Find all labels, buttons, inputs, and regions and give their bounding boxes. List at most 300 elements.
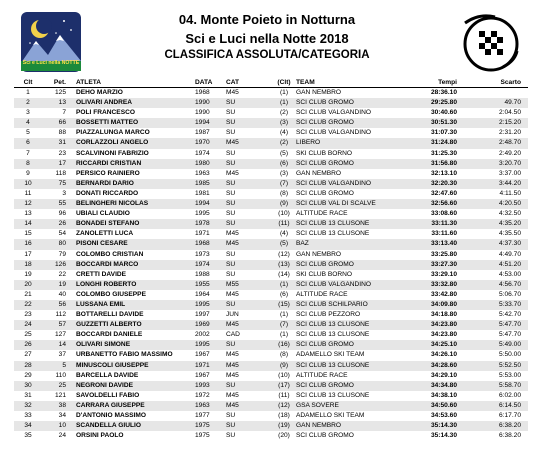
col-clt-cat: (Clt) <box>277 79 291 86</box>
cell-pet: 57 <box>58 321 66 329</box>
cell-team: SCI CLUB GROMO <box>296 432 354 440</box>
cell-clt-cat: (9) <box>279 361 289 369</box>
cell-scarto: 4:49.70 <box>499 250 521 258</box>
table-row <box>14 350 528 360</box>
cell-data: 1981 <box>195 189 210 197</box>
page-title: 04. Monte Poieto in Notturna <box>178 12 356 27</box>
cell-tempi: 31:07.30 <box>430 129 457 137</box>
col-tempi: Tempi <box>438 79 457 86</box>
cell-tempi: 33:08.60 <box>430 210 457 218</box>
cell-cat: M45 <box>226 401 239 409</box>
cell-data: 1975 <box>195 432 210 440</box>
cell-clt-cat: (8) <box>279 189 289 197</box>
cell-data: 1963 <box>195 401 210 409</box>
table-row <box>14 401 528 411</box>
cell-scarto: 3:44.20 <box>499 179 521 187</box>
cell-clt: 20 <box>24 280 32 288</box>
cell-data: 1964 <box>195 290 210 298</box>
cell-team: GAN NEMBRO <box>296 250 342 258</box>
cell-pet: 118 <box>55 169 66 177</box>
table-row <box>14 138 528 148</box>
cell-team: LIBERO <box>296 139 321 147</box>
cell-atleta: PERSICO RAINIERO <box>76 169 140 177</box>
cell-team: SCI CLUB SCHILPARIO <box>296 300 368 308</box>
cell-data: 1974 <box>195 149 210 157</box>
cell-team: SCI CLUB GROMO <box>296 341 354 349</box>
cell-clt: 10 <box>24 179 32 187</box>
cell-team: ALTITUDE RACE <box>296 371 348 379</box>
cell-data: 1995 <box>195 341 210 349</box>
cell-clt-cat: (19) <box>278 422 290 430</box>
cell-atleta: SCANDELLA GIULIO <box>76 422 141 430</box>
cell-atleta: NEGRONI DAVIDE <box>76 381 134 389</box>
cell-data: 1971 <box>195 230 210 238</box>
cell-clt-cat: (7) <box>279 179 289 187</box>
cell-clt: 29 <box>24 371 32 379</box>
cell-pet: 5 <box>62 361 66 369</box>
table-row <box>14 280 528 290</box>
cell-data: 1997 <box>195 311 210 319</box>
cell-atleta: ZANOLETTI LUCA <box>76 230 134 238</box>
cell-clt: 7 <box>26 149 30 157</box>
table-row <box>14 290 528 300</box>
table-row <box>14 88 528 98</box>
cell-atleta: BOSSETTI MATTEO <box>76 119 139 127</box>
table-row <box>14 260 528 270</box>
cell-scarto: 5:42.70 <box>499 311 521 319</box>
cell-cat: SU <box>226 119 236 127</box>
cell-cat: SU <box>226 179 236 187</box>
cell-clt: 17 <box>24 250 32 258</box>
cell-team: ADAMELLO SKI TEAM <box>296 351 365 359</box>
cell-tempi: 29:25.80 <box>430 99 457 107</box>
table-row <box>14 108 528 118</box>
cell-clt: 22 <box>24 300 32 308</box>
cell-clt-cat: (6) <box>279 290 289 298</box>
cell-clt: 25 <box>24 331 32 339</box>
cell-atleta: SCALVINONI FABRIZIO <box>76 149 149 157</box>
cell-atleta: UBIALI CLAUDIO <box>76 210 130 218</box>
cell-atleta: LONGHI ROBERTO <box>76 280 137 288</box>
cell-data: 1967 <box>195 371 210 379</box>
cell-clt-cat: (12) <box>278 401 290 409</box>
cell-data: 1987 <box>195 129 210 137</box>
cell-atleta: COLOMBO CRISTIAN <box>76 250 144 258</box>
cell-data: 1963 <box>195 169 210 177</box>
cell-atleta: MINUSCOLI GIUSEPPE <box>76 361 149 369</box>
cell-cat: SU <box>226 129 236 137</box>
cell-data: 1970 <box>195 139 210 147</box>
cell-pet: 13 <box>58 99 66 107</box>
table-row <box>14 209 528 219</box>
cell-cat: SU <box>226 210 236 218</box>
cell-data: 1990 <box>195 99 210 107</box>
cell-team: SCI CLUB 13 CLUSONE <box>296 331 370 339</box>
cell-atleta: ORSINI PAOLO <box>76 432 124 440</box>
cell-tempi: 30:51.30 <box>430 119 457 127</box>
cell-cat: JUN <box>226 311 239 319</box>
cell-pet: 88 <box>58 129 66 137</box>
cell-data: 1972 <box>195 391 210 399</box>
cell-clt-cat: (2) <box>279 109 289 117</box>
cell-cat: SU <box>226 109 236 117</box>
cell-atleta: BONADEI STEFANO <box>76 220 140 228</box>
cell-clt-cat: (3) <box>279 119 289 127</box>
cell-pet: 23 <box>58 149 66 157</box>
cell-clt: 18 <box>24 260 32 268</box>
event-logo-text: Sci e Luci nella NOTTE <box>22 60 80 66</box>
cell-tempi: 34:34.80 <box>430 381 457 389</box>
cell-clt-cat: (3) <box>279 169 289 177</box>
cell-cat: SU <box>226 149 236 157</box>
cell-clt-cat: (9) <box>279 200 289 208</box>
cell-pet: 25 <box>58 381 66 389</box>
cell-scarto: 5:33.70 <box>499 300 521 308</box>
table-row <box>14 300 528 310</box>
cell-data: 1988 <box>195 270 210 278</box>
cell-cat: SU <box>226 220 236 228</box>
cell-cat: SU <box>226 381 236 389</box>
cell-clt-cat: (1) <box>279 331 289 339</box>
cell-scarto: 5:50.00 <box>499 351 521 359</box>
cell-tempi: 34:50.60 <box>430 401 457 409</box>
cell-data: 1967 <box>195 351 210 359</box>
cell-team: SCI CLUB VALGANDINO <box>296 129 371 137</box>
cell-tempi: 33:11.30 <box>431 220 457 228</box>
cell-scarto: 5:47.70 <box>499 321 521 329</box>
results-header-row <box>14 77 528 88</box>
cell-clt: 5 <box>26 129 30 137</box>
table-row <box>14 310 528 320</box>
cell-clt-cat: (15) <box>278 300 290 308</box>
cell-atleta: BERNARDI DARIO <box>76 179 134 187</box>
table-row <box>14 421 528 431</box>
cell-tempi: 33:25.80 <box>430 250 457 258</box>
cell-scarto: 2:04.50 <box>499 109 521 117</box>
cell-atleta: D'ANTONIO MASSIMO <box>76 412 146 419</box>
cell-scarto: 2:31.20 <box>499 129 521 137</box>
table-row <box>14 179 528 189</box>
cell-data: 1994 <box>195 119 210 127</box>
cell-clt-cat: (17) <box>278 381 290 389</box>
cell-clt: 21 <box>24 290 32 298</box>
cell-atleta: BELINGHERI NICOLAS <box>76 200 149 208</box>
cell-clt-cat: (7) <box>279 321 289 329</box>
cell-pet: 127 <box>54 331 66 339</box>
cell-data: 1995 <box>195 210 210 218</box>
cell-clt-cat: (11) <box>278 391 290 399</box>
cell-clt: 26 <box>24 341 32 349</box>
cell-clt-cat: (12) <box>278 250 290 258</box>
cell-scarto: 3:20.70 <box>499 159 521 167</box>
cell-tempi: 30:40.60 <box>430 109 457 117</box>
table-row <box>14 239 528 249</box>
cell-pet: 54 <box>58 230 66 238</box>
table-row <box>14 199 528 209</box>
cell-clt-cat: (14) <box>278 270 290 278</box>
cell-scarto: 4:37.30 <box>499 240 521 248</box>
cell-scarto: 5:52.50 <box>499 361 521 369</box>
cell-scarto: 5:06.70 <box>499 290 521 298</box>
cell-clt-cat: (5) <box>279 240 289 248</box>
cell-pet: 110 <box>55 371 66 379</box>
cell-clt: 11 <box>24 189 32 197</box>
cell-team: SCI CLUB PEZZORO <box>296 311 361 319</box>
cell-cat: M45 <box>226 240 239 248</box>
table-row <box>14 159 528 169</box>
results-body <box>14 88 528 441</box>
cell-atleta: RICCARDI CRISTIAN <box>76 159 142 167</box>
cell-cat: SU <box>226 159 236 167</box>
table-row <box>14 250 528 260</box>
cell-tempi: 34:38.10 <box>430 391 457 399</box>
cell-clt-cat: (11) <box>278 220 290 228</box>
cell-tempi: 32:56.60 <box>430 200 457 208</box>
cell-pet: 96 <box>58 210 66 218</box>
cell-atleta: CORLAZZOLI ANGELO <box>76 139 149 147</box>
table-row <box>14 431 528 441</box>
cell-scarto: 5:53.00 <box>499 371 521 379</box>
cell-clt: 6 <box>26 139 30 147</box>
cell-tempi: 33:13.40 <box>430 240 457 248</box>
cell-clt: 1 <box>26 89 30 96</box>
cell-pet: 80 <box>58 240 66 248</box>
cell-team: GSA SOVERE <box>296 401 339 409</box>
cell-team: GAN NEMBRO <box>296 89 342 96</box>
cell-team: SCI CLUB GROMO <box>296 99 354 107</box>
cell-data: 1990 <box>195 109 210 117</box>
cell-scarto: 5:49.00 <box>499 341 521 349</box>
cell-scarto: 4:51.20 <box>499 260 521 268</box>
cell-data: 1995 <box>195 300 210 308</box>
cell-scarto: 4:35.50 <box>499 230 521 238</box>
cell-clt: 35 <box>24 432 32 440</box>
cell-atleta: CARRARA GIUSEPPE <box>76 401 145 409</box>
table-row <box>14 219 528 229</box>
cell-clt: 33 <box>24 412 32 419</box>
cell-clt-cat: (1) <box>279 311 289 319</box>
cell-pet: 56 <box>58 300 66 308</box>
col-cat: CAT <box>226 79 240 86</box>
cell-cat: M45 <box>226 351 239 359</box>
cell-scarto: 6:38.20 <box>499 432 521 440</box>
cell-data: 1994 <box>195 200 210 208</box>
cell-scarto: 2:49.20 <box>499 149 521 157</box>
cell-team: SCI CLUB GROMO <box>296 260 354 268</box>
table-row <box>14 381 528 391</box>
cell-atleta: COLOMBO GIUSEPPE <box>76 290 146 298</box>
cell-tempi: 32:13.10 <box>430 169 457 177</box>
cell-cat: SU <box>226 99 236 107</box>
cell-cat: SU <box>226 341 236 349</box>
cell-data: 1971 <box>195 361 210 369</box>
cell-tempi: 31:25.30 <box>430 149 457 157</box>
table-row <box>14 189 528 199</box>
cell-tempi: 33:29.10 <box>430 270 457 278</box>
cell-atleta: OLIVARI SIMONE <box>76 341 131 349</box>
table-row <box>14 371 528 381</box>
cell-cat: M45 <box>226 89 239 96</box>
cell-cat: M45 <box>226 290 239 298</box>
cell-pet: 55 <box>58 200 66 208</box>
cell-atleta: PIAZZALUNGA MARCO <box>76 129 150 137</box>
cell-team: SCI CLUB 13 CLUSONE <box>296 321 370 329</box>
cell-clt: 34 <box>24 422 32 430</box>
cell-pet: 40 <box>58 290 66 298</box>
cell-pet: 37 <box>58 351 66 359</box>
cell-cat: M45 <box>226 361 239 369</box>
cell-scarto: 6:14.50 <box>499 401 521 409</box>
cell-clt-cat: (13) <box>278 260 290 268</box>
cell-tempi: 33:32.80 <box>430 280 457 288</box>
cell-data: 1974 <box>195 260 210 268</box>
cell-tempi: 34:23.80 <box>430 331 457 339</box>
cell-pet: 22 <box>58 270 66 278</box>
cell-clt: 4 <box>26 119 30 127</box>
cell-clt-cat: (2) <box>279 139 289 147</box>
cell-tempi: 34:09.80 <box>430 300 457 308</box>
cell-scarto: 6:38.20 <box>499 422 521 430</box>
cell-pet: 66 <box>58 119 66 127</box>
cell-pet: 79 <box>58 250 66 258</box>
cell-atleta: BARCELLA DAVIDE <box>76 371 139 379</box>
cell-cat: SU <box>226 422 236 430</box>
cell-team: SCI CLUB VALGANDINO <box>296 179 371 187</box>
cell-pet: 31 <box>58 139 66 147</box>
cell-scarto: 6:17.70 <box>499 412 521 419</box>
cell-cat: SU <box>226 412 236 419</box>
cell-clt-cat: (10) <box>278 210 290 218</box>
cell-team: BAZ <box>296 240 309 248</box>
cell-tempi: 34:18.80 <box>430 311 457 319</box>
cell-clt: 15 <box>24 230 32 238</box>
cell-clt: 23 <box>24 311 32 319</box>
cell-tempi: 35:14.30 <box>430 422 457 430</box>
cell-cat: M45 <box>226 371 239 379</box>
cell-clt: 9 <box>26 169 30 177</box>
cell-team: SCI CLUB GROMO <box>296 119 354 127</box>
table-row <box>14 98 528 108</box>
cell-data: 2002 <box>195 331 210 339</box>
cell-cat: M45 <box>226 139 239 147</box>
cell-clt-cat: (20) <box>278 432 290 440</box>
cell-cat: SU <box>226 250 236 258</box>
cell-team: GAN NEMBRO <box>296 422 342 430</box>
cell-clt-cat: (4) <box>279 129 289 137</box>
table-row <box>14 340 528 350</box>
cell-pet: 14 <box>58 341 66 349</box>
cell-clt-cat: (8) <box>279 351 289 359</box>
table-row <box>14 118 528 128</box>
cell-scarto: 4:56.70 <box>499 280 521 288</box>
cell-pet: 10 <box>58 422 66 430</box>
cell-team: ALTITUDE RACE <box>296 210 348 218</box>
cell-tempi: 34:53.60 <box>430 412 457 419</box>
cell-team: SCI CLUB VAL DI SCALVE <box>296 200 376 208</box>
cell-clt-cat: (1) <box>279 280 289 288</box>
cell-atleta: POLI FRANCESCO <box>76 109 135 117</box>
cell-clt: 12 <box>24 200 32 208</box>
cell-team: SCI CLUB 13 CLUSONE <box>296 391 370 399</box>
cell-clt-cat: (4) <box>279 230 289 238</box>
cell-team: SCI CLUB 13 CLUSONE <box>296 361 370 369</box>
cell-tempi: 34:23.80 <box>430 321 457 329</box>
cell-scarto: 5:47.70 <box>499 331 521 339</box>
cell-scarto: 49.70 <box>504 99 521 107</box>
cell-tempi: 34:26.10 <box>430 351 457 359</box>
cell-data: 1969 <box>195 321 210 329</box>
cell-team: SCI CLUB 13 CLUSONE <box>296 220 370 228</box>
table-row <box>14 128 528 138</box>
cell-cat: CAD <box>226 331 240 339</box>
col-clt: Clt <box>23 79 33 86</box>
cell-tempi: 32:20.30 <box>430 179 457 187</box>
cell-team: SCI CLUB GROMO <box>296 381 354 389</box>
cell-data: 1968 <box>195 240 210 248</box>
cell-pet: 38 <box>58 401 66 409</box>
cell-cat: M45 <box>226 391 239 399</box>
cell-clt: 30 <box>24 381 32 389</box>
cell-team: ALTITUDE RACE <box>296 290 348 298</box>
cell-tempi: 33:27.30 <box>430 260 457 268</box>
cell-tempi: 31:56.80 <box>430 159 457 167</box>
cell-clt: 2 <box>26 99 30 107</box>
cell-clt-cat: (16) <box>278 341 290 349</box>
col-pet: Pet. <box>53 79 66 86</box>
cell-clt: 31 <box>24 391 32 399</box>
cell-team: SCI CLUB VALGANDINO <box>296 280 371 288</box>
cell-cat: M45 <box>226 169 239 177</box>
table-row <box>14 270 528 280</box>
cell-clt: 28 <box>24 361 32 369</box>
cell-pet: 26 <box>58 220 66 228</box>
cell-clt-cat: (10) <box>278 371 290 379</box>
cell-team: SCI CLUB GROMO <box>296 159 354 167</box>
cell-atleta: URBANETTO FABIO MASSIMO <box>76 351 173 359</box>
classification-title: CLASSIFICA ASSOLUTA/CATEGORIA <box>164 49 370 61</box>
cell-team: GAN NEMBRO <box>296 169 342 177</box>
cell-tempi: 28:36.10 <box>430 89 457 96</box>
cell-tempi: 34:25.10 <box>430 341 457 349</box>
cell-clt-cat: (6) <box>279 159 289 167</box>
table-row <box>14 320 528 330</box>
table-row <box>14 229 528 239</box>
cell-tempi: 31:24.80 <box>430 139 457 147</box>
cell-pet: 126 <box>54 260 66 268</box>
cell-scarto: 2:48.70 <box>499 139 521 147</box>
cell-cat: SU <box>226 432 236 440</box>
cell-pet: 24 <box>58 432 66 440</box>
cell-clt: 14 <box>24 220 32 228</box>
cell-data: 1980 <box>195 159 210 167</box>
cell-scarto: 4:35.20 <box>499 220 521 228</box>
col-data: DATA <box>195 79 213 86</box>
cell-cat: SU <box>226 270 236 278</box>
cell-tempi: 32:47.60 <box>430 189 457 197</box>
cell-clt-cat: (1) <box>279 89 289 96</box>
cell-scarto: 4:32.50 <box>499 210 521 218</box>
cell-clt: 13 <box>24 210 32 218</box>
cell-atleta: CRETTI DAVIDE <box>76 270 127 278</box>
col-team: TEAM <box>296 79 315 86</box>
cell-team: SCI CLUB VALGANDINO <box>296 109 371 117</box>
cell-clt: 3 <box>26 109 30 117</box>
col-atleta: ATLETA <box>76 79 102 86</box>
cell-pet: 7 <box>62 109 66 117</box>
cell-tempi: 34:29.10 <box>430 371 457 379</box>
cell-atleta: BOCCARDI MARCO <box>76 260 139 268</box>
cell-data: 1977 <box>195 412 210 419</box>
